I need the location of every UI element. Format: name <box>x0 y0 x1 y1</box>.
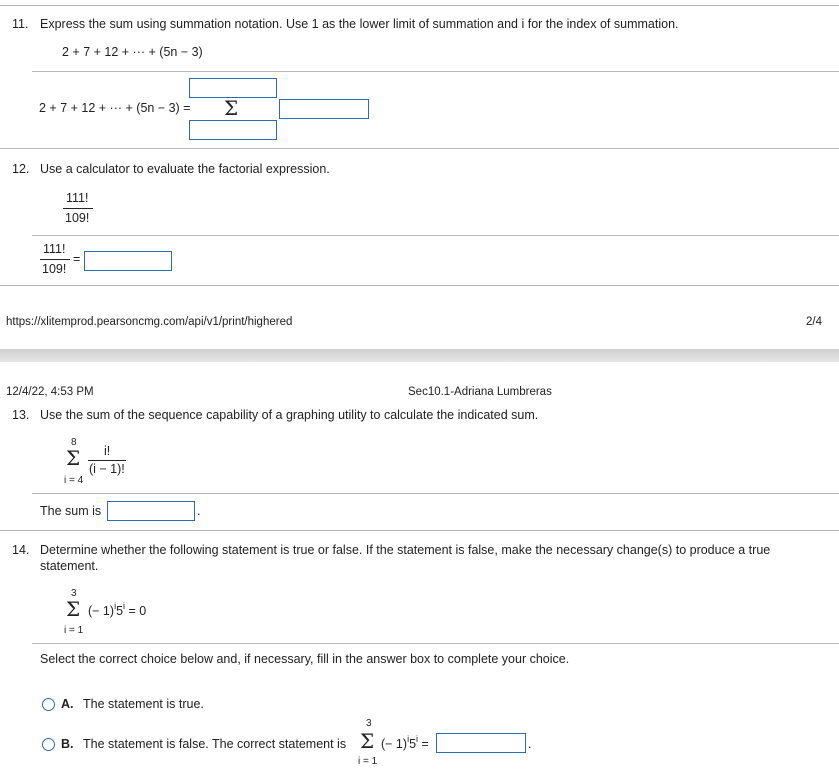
q11-upper-limit-input[interactable] <box>189 78 277 98</box>
q13-answer-suffix: . <box>197 504 201 518</box>
q11-sigma: Σ <box>224 96 239 120</box>
header-title: Sec10.1-Adriana Lumbreras <box>408 386 552 398</box>
q13-numerator: i! <box>104 444 111 458</box>
q14-prompt-line2: statement. <box>40 559 99 573</box>
q12-fraction-bar <box>63 208 93 209</box>
choice-b-lower-limit: i = 1 <box>358 756 378 767</box>
q13-prompt: Use the sum of the sequence capability of a graphing utility to calculate the indicated sum. <box>40 408 539 422</box>
q12-prompt: Use a calculator to evaluate the factorial expression. <box>40 162 330 176</box>
q12-answer-fraction-bar <box>40 259 70 260</box>
q14-prompt-line1: Determine whether the following statement is true or false. If the statement is false, make the necessary change(s) to produce a true <box>40 543 771 557</box>
header-datetime: 12/4/22, 4:53 PM <box>6 386 94 398</box>
choice-b-text[interactable]: The statement is false. The correct statement is <box>83 737 347 751</box>
top-divider <box>0 5 839 6</box>
q12-number: 12. <box>12 162 30 176</box>
choice-a-text[interactable]: The statement is true. <box>83 697 204 711</box>
q12-divider <box>32 235 839 236</box>
q13-upper-limit: 8 <box>71 437 77 448</box>
q11-number: 11. <box>12 17 29 31</box>
q13-lower-limit: i = 4 <box>64 475 84 486</box>
q12-bottom-divider <box>0 285 839 286</box>
q12-answer-numerator: 111! <box>43 242 66 256</box>
q14-lower-limit: i = 1 <box>64 625 84 636</box>
q13-bottom-divider <box>0 530 839 531</box>
q13-number: 13. <box>12 408 30 422</box>
q12-numerator: 111! <box>66 191 89 205</box>
q11-prompt: Express the sum using summation notation. Use 1 as the lower limit of summation and i for the index of summation. <box>40 17 679 31</box>
q11-term-input[interactable] <box>279 99 369 119</box>
q12-answer-input[interactable] <box>84 251 172 271</box>
q13-answer-prefix: The sum is <box>40 504 102 518</box>
q14-upper-limit: 3 <box>71 588 77 599</box>
choice-a-label: A. <box>61 697 74 711</box>
q14-statement: (− $1)^i5^i = 0$ <box>88 601 147 618</box>
q13-sigma: Σ <box>66 446 81 470</box>
q14-number: 14. <box>12 543 30 557</box>
q12-answer-denominator: 109! <box>42 262 67 276</box>
q13-denominator: (i − 1)! <box>89 462 125 476</box>
q14-instruction: Select the correct choice below and, if necessary, fill in the answer box to complete your choice. <box>40 652 570 666</box>
choice-b-statement: (− $1)^i5^i$ = <box>381 734 429 751</box>
choice-b-sigma: Σ <box>360 729 375 753</box>
choice-b-suffix: . <box>528 737 532 751</box>
q11-bottom-divider <box>0 148 839 149</box>
choice-b-radio[interactable] <box>42 738 55 751</box>
choice-b-upper-limit: 3 <box>366 718 372 729</box>
footer-page-number: 2/4 <box>806 316 822 328</box>
q13-answer-input[interactable] <box>107 501 195 521</box>
q13-fraction-bar <box>88 460 126 461</box>
q11-lower-limit-input[interactable] <box>189 120 277 140</box>
q14-divider <box>32 643 839 644</box>
choice-a-radio[interactable] <box>42 698 55 711</box>
q14-sigma: Σ <box>66 597 81 621</box>
q12-equals: = <box>73 252 81 266</box>
page-separator <box>0 349 839 362</box>
q13-divider <box>32 493 839 494</box>
q11-expression: 2 + 7 + 12 + ··· + (5n − 3) <box>62 45 203 59</box>
choice-b-label: B. <box>61 737 74 751</box>
footer-url[interactable]: https://xlitemprod.pearsoncmg.com/api/v1/print/highered <box>6 316 293 328</box>
q11-answer-lhs: 2 + 7 + 12 + ··· + (5n − 3) = <box>39 101 191 115</box>
q11-divider <box>32 71 839 72</box>
q12-denominator: 109! <box>65 211 90 225</box>
choice-b-answer-input[interactable] <box>436 733 526 753</box>
